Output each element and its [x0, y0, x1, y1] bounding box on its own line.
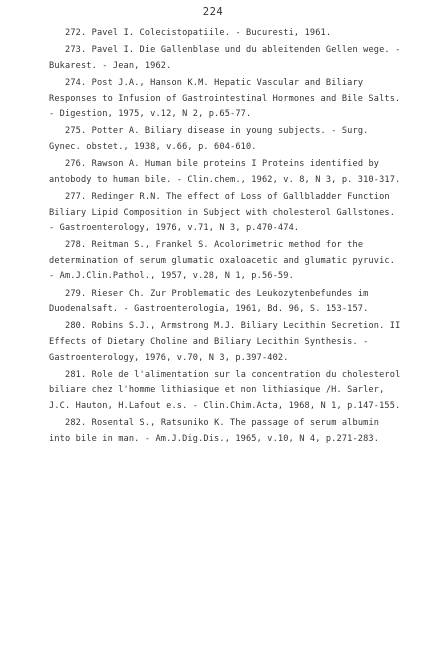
reference-entry	[49, 157, 401, 188]
reference-text: 274. Post J.A., Hanson K.M. Hepatic Vascular and Biliary Responses to Infusion of Gastrointestinal Hormones and Bile Salts. - Digestion, 1975, v.12, N 2, p.65-77.	[49, 77, 401, 120]
reference-entry	[49, 190, 401, 237]
reference-entry	[49, 238, 401, 285]
reference-entry	[49, 368, 401, 415]
reference-entry	[49, 319, 401, 366]
reference-text: 278. Reitman S., Frankel S. Acolorimetric method for the determination of serum glumatic oxaloacetic and glumatic pyruvic. - Am.J.Clin.Pathol., 1957, v.28, N 1, p.56-59.	[49, 240, 396, 282]
reference-entry	[49, 76, 401, 123]
reference-text: 272. Pavel I. Colecistopatiile. - Bucuresti, 1961.	[65, 28, 332, 38]
reference-text: 277. Redinger R.N. The effect of Loss of Gallbladder Function Biliary Lipid Composition in Subject with cholesterol Gallstones. - Gastroenterology, 1976, v.71, N 3, p.470-474.	[49, 191, 396, 234]
page-number: 224	[202, 6, 224, 18]
reference-list	[49, 26, 401, 447]
reference-entry	[49, 26, 401, 42]
reference-text: 282. Rosental S., Ratsuniko K. The passage of serum albumin into bile in man. - Am.J.Dig.Dis., 1965, v.10, N 4, p.271-283.	[49, 418, 380, 444]
reference-entry	[49, 287, 401, 318]
reference-text: 279. Rieser Ch. Zur Problematic des Leukozytenbefundes im Duodenalsaft. - Gastroenterologia, 1961, Bd. 96, S. 153-157.	[49, 288, 369, 315]
reference-entry	[49, 124, 401, 155]
reference-text: 273. Pavel I. Die Gallenblase und du ableitenden Gellen wege. - Bukarest. - Jean, 1962.	[49, 45, 401, 71]
reference-entry	[49, 416, 401, 447]
reference-text: 281. Role de l'alimentation sur la concentration du cholesterol biliare chez l'homme lithiasique et non lithiasique /H. Sarler, J.C. Hauton, H.Lafout e.s. - Clin.Chim.Acta, 1968, N 1, p.147-155.	[49, 369, 401, 411]
reference-text: 276. Rawson A. Human bile proteins I Proteins identified by antobody to human bile. - Clin.chem., 1962, v. 8, N 3, p. 310-317.	[49, 159, 401, 185]
reference-text: 275. Potter A. Biliary disease in young subjects. - Surg. Gynec. obstet., 1938, v.66, p. 604-610.	[49, 126, 369, 152]
reference-entry	[49, 43, 401, 74]
reference-text: 280. Robins S.J., Armstrong M.J. Biliary Lecithin Secretion. II Effects of Dietary Choline and Biliary Lecithin Synthesis. - Gastroenterology, 1976, v.70, N 3, p.397-402.	[49, 321, 401, 363]
